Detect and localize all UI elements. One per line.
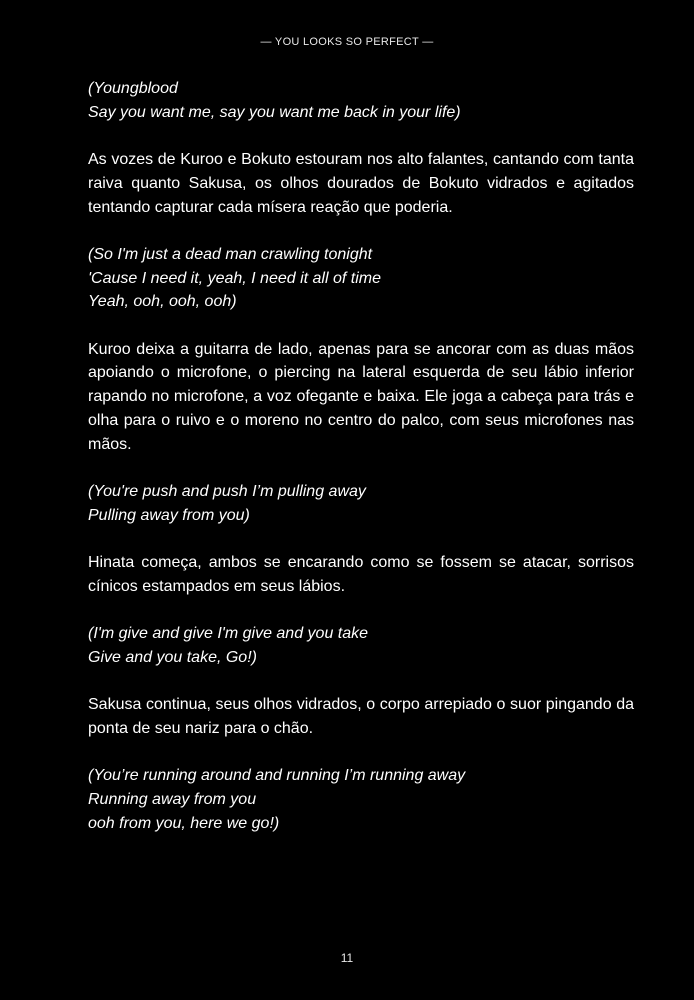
lyric-block-2 — [88, 243, 634, 314]
lyric-block-4 — [88, 622, 634, 669]
lyric-line: ooh from you, here we go!) — [88, 814, 280, 832]
running-header: — YOU LOOKS SO PERFECT — — [260, 36, 434, 48]
lyric-line: (I'm give and give I'm give and you take — [88, 625, 369, 643]
paragraph-2: Kuroo deixa a guitarra de lado, apenas para se ancorar com as duas mãos apoiando o microfone, o piercing na lateral esquerda de seu lábio inferior rapando no microfone, a voz ofegante e baixa. Ele joga a cabeça para trás e olha para o ruivo e o moreno no centro do palco, com seus microfones nas mãos. — [88, 340, 634, 453]
lyric-line: (So I'm just a dead man crawling tonight — [88, 245, 373, 263]
lyric-line: (Youngblood — [88, 80, 178, 97]
page-number: 11 — [340, 951, 354, 965]
paragraph-4: Sakusa continua, seus olhos vidrados, o corpo arrepiado o suor pingando da ponta de seu nariz para o chão. — [88, 696, 634, 737]
paragraph-1: As vozes de Kuroo e Bokuto estouram nos alto falantes, cantando com tanta raiva quanto Sakusa, os olhos dourados de Bokuto vidrados e agitados tentando capturar cada mísera reação que poderia. — [88, 151, 634, 216]
lyric-line: Yeah, ooh, ooh, ooh) — [88, 293, 237, 311]
lyric-block-3 — [88, 480, 634, 527]
lyric-line: 'Cause I need it, yeah, I need it all of time — [88, 269, 381, 287]
lyric-line: (You’re running around and running I’m running away — [88, 767, 466, 785]
paragraph-3: Hinata começa, ambos se encarando como se fossem se atacar, sorrisos cínicos estampados em seus lábios. — [88, 553, 634, 595]
lyric-line: (You're push and push I’m pulling away — [88, 482, 366, 500]
lyric-line: Give and you take, Go!) — [88, 648, 257, 666]
lyric-block-1 — [88, 77, 634, 124]
page-body — [88, 77, 634, 859]
lyric-line: Pulling away from you) — [88, 506, 250, 524]
lyric-block-5 — [88, 764, 634, 835]
lyric-line: Running away from you — [88, 790, 257, 808]
lyric-line: Say you want me, say you want me back in your life) — [88, 103, 461, 121]
